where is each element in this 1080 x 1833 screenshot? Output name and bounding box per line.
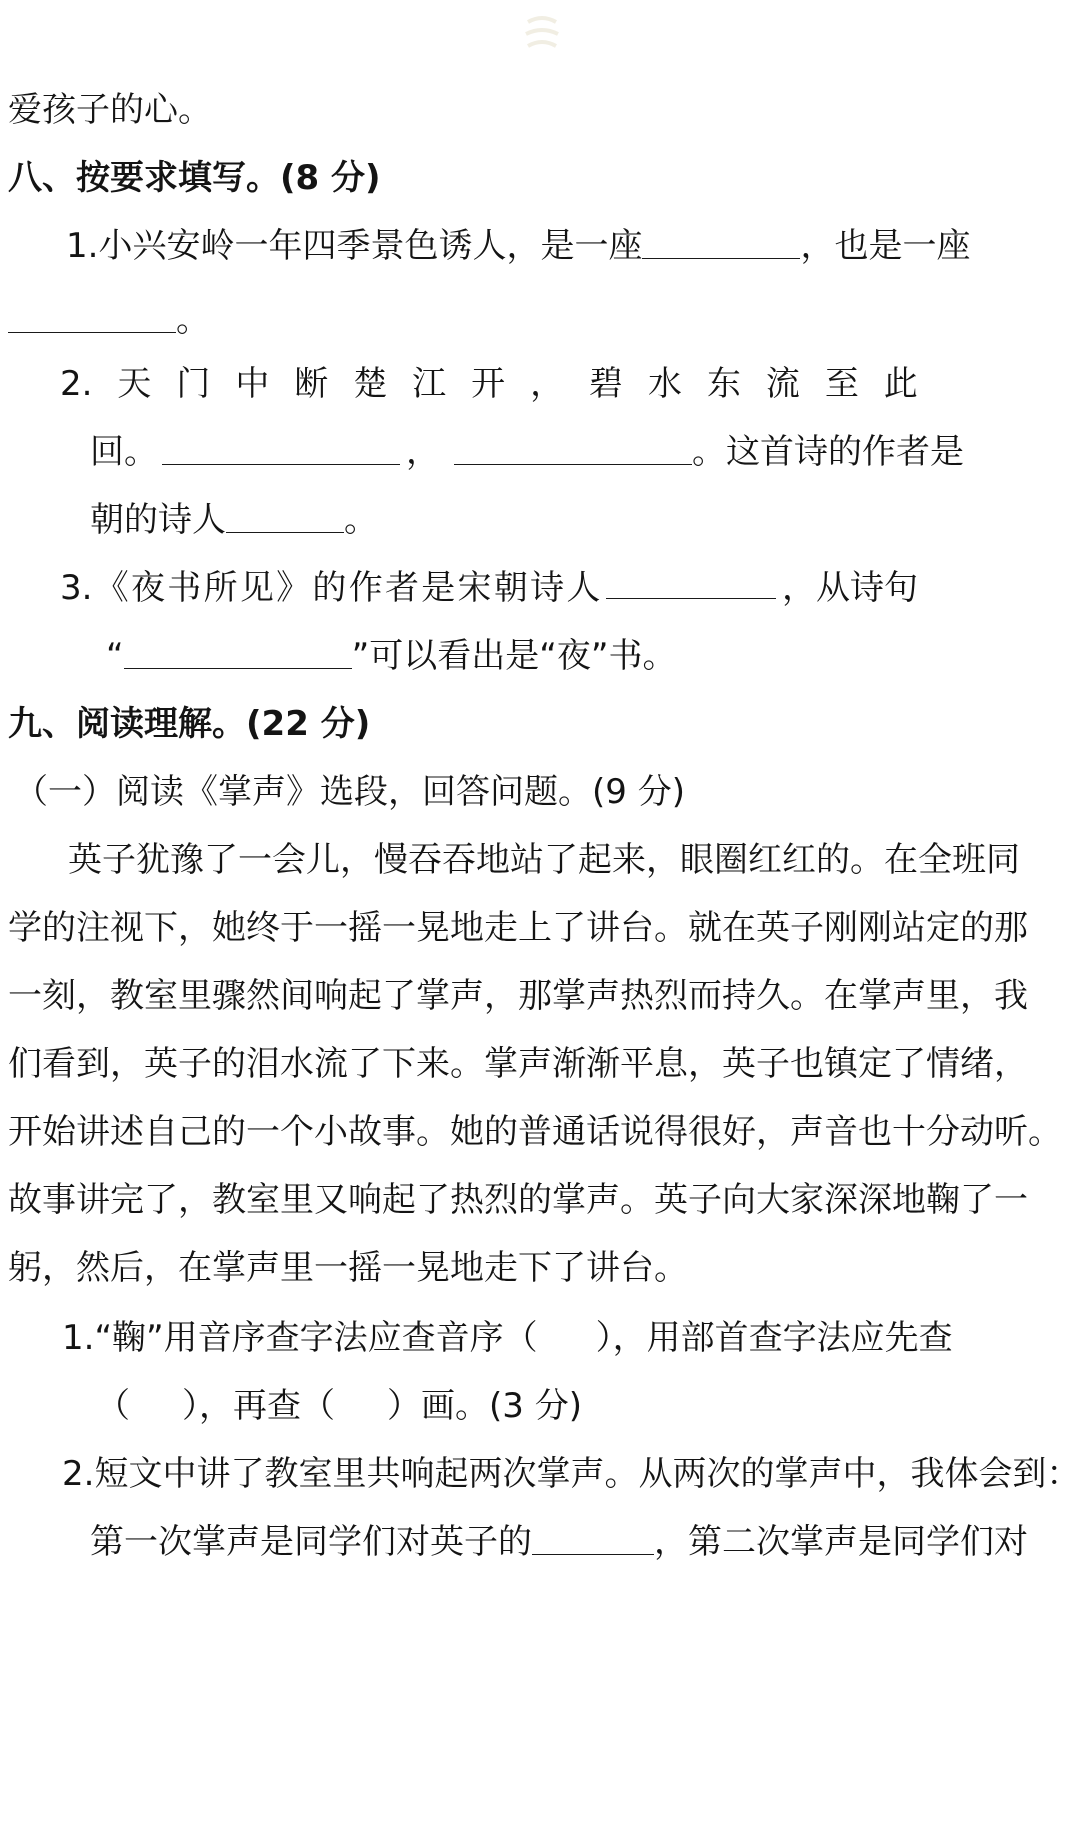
poem-char: 中	[235, 364, 270, 404]
q3-char: 诗	[850, 568, 884, 608]
poem-char: 江	[412, 364, 447, 404]
passage-line: 学的注视下，她终于一摇一晃地走上了讲台。就在英子刚刚站定的那	[8, 908, 1028, 948]
passage-line: 开始讲述自己的一个小故事。她的普通话说得很好，声音也十分动听。	[8, 1112, 1062, 1152]
s8-q1-text-c: 。	[176, 300, 210, 340]
poem-char: 2.	[60, 364, 93, 404]
poem-char: 楚	[353, 364, 388, 404]
poem-char: 此	[883, 364, 918, 404]
poem-char: 碧	[589, 364, 624, 404]
q3-char: 朝	[493, 568, 528, 608]
s8-q1-line1	[66, 224, 970, 268]
s8-q2-poem-line	[60, 362, 918, 406]
s8-q3-text-b	[782, 566, 918, 610]
q3-char: 书	[167, 568, 202, 608]
s8-q1-blank-2[interactable]	[8, 302, 176, 333]
q3-char: 宋	[457, 568, 492, 608]
passage-line: 躬，然后，在掌声里一摇一晃地走下了讲台。	[8, 1248, 688, 1288]
poem-char: 东	[706, 364, 741, 404]
s8-q3-line2-a: “	[106, 636, 124, 676]
s8-q2-line2-a: 回。	[90, 432, 158, 472]
s9-q2-line2-b: ，第二次掌声是同学们对	[654, 1522, 1028, 1562]
q3-char: 所	[203, 568, 238, 608]
s9-q1-line2-c: ）画。(3 分)	[387, 1386, 582, 1426]
s9-q2-line2-a: 第一次掌声是同学们对英子的	[90, 1522, 532, 1562]
s9-part1-title: （一）阅读《掌声》选段，回答问题。(9 分)	[14, 772, 685, 812]
q3-char: 句	[884, 568, 918, 608]
s8-q2-blank-3[interactable]	[226, 502, 344, 533]
section-8-title: 八、按要求填写。(8 分)	[8, 158, 381, 198]
s8-q3-line2	[106, 634, 676, 678]
s8-q1-blank-1[interactable]	[642, 228, 800, 259]
q3-char: 》	[276, 568, 311, 608]
passage-line: 故事讲完了，教室里又响起了热烈的掌声。英子向大家深深地鞠了一	[8, 1180, 1028, 1220]
q3-char: 见	[239, 568, 274, 608]
q3-char: 作	[348, 568, 383, 608]
passage-line: 英子犹豫了一会儿，慢吞吞地站了起来，眼圈红红的。在全班同	[68, 840, 1020, 880]
poem-char: 断	[294, 364, 329, 404]
s8-q2-blank-2[interactable]	[454, 434, 692, 465]
watermark-icon	[520, 8, 564, 64]
s8-q3-blank-1[interactable]	[606, 568, 776, 599]
poem-char: 开	[471, 364, 506, 404]
s9-q1-line1	[62, 1316, 953, 1360]
continuation-text: 爱孩子的心。	[8, 90, 212, 130]
s8-q2-line2	[90, 430, 964, 474]
q3-char: 夜	[131, 568, 166, 608]
passage-line: 们看到，英子的泪水流了下来。掌声渐渐平息，英子也镇定了情绪，	[8, 1044, 1028, 1084]
s9-q1-line2	[96, 1384, 582, 1428]
q3-char: 从	[816, 568, 850, 608]
poem-char: 至	[824, 364, 859, 404]
poem-char: 水	[647, 364, 682, 404]
section-9-title: 九、阅读理解。(22 分)	[8, 704, 371, 744]
poem-char: 流	[765, 364, 800, 404]
passage-line: 一刻，教室里骤然间响起了掌声，那掌声热烈而持久。在掌声里，我	[8, 976, 1028, 1016]
q3-char: ，	[782, 568, 816, 608]
s8-q2-line3-a: 朝的诗人	[90, 500, 226, 540]
s8-q2-line2-b: ，	[406, 432, 440, 472]
s8-q3-blank-2[interactable]	[124, 638, 352, 669]
s8-q1-line2	[8, 298, 210, 342]
s8-q3-line1	[60, 566, 918, 610]
poem-char: 天	[117, 364, 152, 404]
poem-char: 门	[176, 364, 211, 404]
s9-q1-line2-a: （	[96, 1386, 130, 1426]
q3-char: 3.	[60, 568, 93, 608]
q3-char: 是	[421, 568, 456, 608]
q3-char: 人	[566, 568, 601, 608]
poem-char: ，	[530, 364, 565, 404]
s9-q2-line2	[90, 1520, 1028, 1564]
s8-q1-text-b: ，也是一座	[800, 226, 971, 266]
s9-q1-line2-b: ），再查（	[182, 1386, 335, 1426]
s8-q3-line2-b: ”可以看出是“夜”书。	[351, 636, 677, 676]
s9-q1-line1-a: 1.“鞠”用音序查字法应查音序（	[62, 1318, 538, 1358]
q3-char: 的	[312, 568, 347, 608]
s8-q3-text-a	[60, 566, 600, 610]
s8-q2-blank-1[interactable]	[162, 434, 400, 465]
q3-char: 者	[384, 568, 419, 608]
s8-q1-text-a: 1.小兴安岭一年四季景色诱人，是一座	[66, 226, 643, 266]
q3-char: 《	[94, 568, 129, 608]
s9-q2-line1: 2.短文中讲了教室里共响起两次掌声。从两次的掌声中，我体会到：	[62, 1454, 1080, 1494]
s8-q2-line3	[90, 498, 378, 542]
s9-q1-line1-b: ），用部首查字法应先查	[595, 1318, 953, 1358]
s8-q2-line3-b: 。	[344, 500, 378, 540]
s9-q2-blank-1[interactable]	[532, 1524, 654, 1555]
s8-q2-line2-c: 。这首诗的作者是	[692, 432, 964, 472]
q3-char: 诗	[530, 568, 565, 608]
